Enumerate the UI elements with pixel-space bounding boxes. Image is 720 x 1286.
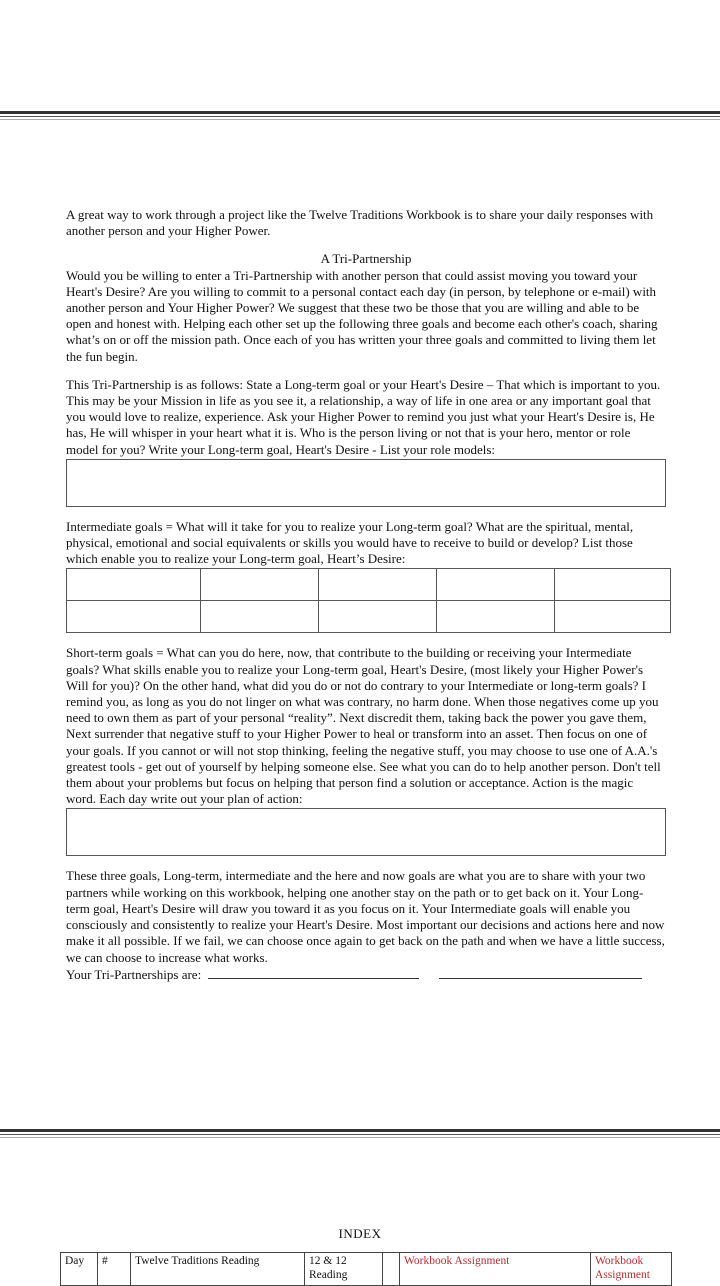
header-day: Day (61, 1253, 98, 1286)
intermediate-goals-grid (66, 568, 671, 633)
header-number: # (98, 1253, 131, 1286)
partners-label: Your Tri-Partnerships are: (66, 966, 202, 982)
grid-cell[interactable] (67, 601, 201, 633)
grid-cell[interactable] (437, 569, 555, 601)
bottom-divider (0, 1129, 720, 1138)
intermediate-paragraph: Intermediate goals = What will it take for you to realize your Long-term goal? What are the spiritual, mental, physical, emotional and social equivalents or skills you would have to receive to build or develop? List those which enable you to realize your Long-term goal, Heart’s Desire: (66, 518, 634, 567)
top-divider (0, 111, 720, 120)
longterm-paragraph: This Tri-Partnership is as follows: State a Long-term goal or your Heart's Desire – That which is important to you. This may be your Mission in life as you see it, a relationship, a way of life in one area or any important goal that you would love to realize, experience. Ask your Higher Power to remind you just what your Heart's Desire is, He has, He will whisper in your heart what it is. Who is the person living or not that is your hero, mentor or role model for you? Write your Long-term goal, Heart's Desire - List your role models: (66, 376, 661, 457)
grid-cell[interactable] (67, 569, 201, 601)
index-table (60, 1252, 672, 1286)
grid-cell[interactable] (555, 569, 671, 601)
shortterm-paragraph: Short-term goals = What can you do here, now, that contribute to the building or receiving your Intermediate goals? What skills enable you to realize your Long-term goal, Heart's Desire, (most likely your Higher Power's Will for you)? On the other hand, what did you do or not do contrary to your Intermediate or long-term goals? I remind you, as long as you do not linger on what was contrary, no harm done. When those negatives come up you need to own them as part of your personal “reality”. Next discredit them, taking back the power you gave them, Next surrender that negative stuff to your Higher Power to heal or transform into an asset. Then focus on one of your goals. If you cannot or will not stop thinking, feeling the negative stuff, you may choose to use one of A.A.'s greatest tools - get out of yourself by helping someone else. See what you can do to help another person. Don't tell them about your problems but focus on helping that person find a solution or acceptance. Action is the magic word. Each day write out your plan of action: (66, 645, 661, 807)
grid-cell[interactable] (319, 601, 437, 633)
shortterm-answer-box[interactable] (66, 808, 666, 856)
willing-paragraph: Would you be willing to enter a Tri-Partnership with another person that could assist moving you toward your Heart's Desire? Are you willing to commit to a personal contact each day (in person, by telephone or e-mail) with another person and Your Higher Power? We suggest that these two be those that you are willing and able to be open and honest with. Helping each other set up the following three goals and become each other's coach, sharing what’s on or off the mission path. Once each of you has written your three goals and committed to living them let the fun begin. (66, 267, 658, 364)
page-content (66, 207, 666, 983)
partner-one-field[interactable] (208, 966, 419, 979)
partners-line (66, 966, 666, 983)
header-traditions-reading: Twelve Traditions Reading (131, 1253, 305, 1286)
section-heading: A Tri-Partnership (320, 251, 412, 267)
grid-cell[interactable] (555, 601, 671, 633)
intro-paragraph: A great way to work through a project like the Twelve Traditions Workbook is to share your daily responses with another person and your Higher Power. (66, 207, 654, 239)
header-workbook-assignment-2: Workbook Assignment (591, 1253, 672, 1286)
header-12-12-reading: 12 & 12 Reading (305, 1253, 383, 1286)
partner-two-field[interactable] (439, 966, 642, 979)
longterm-answer-box[interactable] (66, 459, 666, 507)
index-title: INDEX (338, 1226, 382, 1241)
grid-cell[interactable] (437, 601, 555, 633)
header-workbook-assignment: Workbook Assignment (400, 1253, 591, 1286)
grid-cell[interactable] (201, 601, 319, 633)
index-header-row (61, 1253, 672, 1286)
closing-paragraph: These three goals, Long-term, intermediate and the here and now goals are what you are to share with your two partners while working on this workbook, helping one another stay on the path or to get back on it. Your Long-term goal, Heart's Desire will draw you toward it as you focus on it. Your Intermediate goals will enable you consciously and consistently to realize your Heart's Desire. Most important our decisions and actions here and now make it all possible. If we fail, we can choose once again to get back on the path and when we have a little success, we can choose to increase what works. (66, 868, 665, 965)
header-blank (383, 1253, 400, 1286)
grid-cell[interactable] (201, 569, 319, 601)
grid-cell[interactable] (319, 569, 437, 601)
